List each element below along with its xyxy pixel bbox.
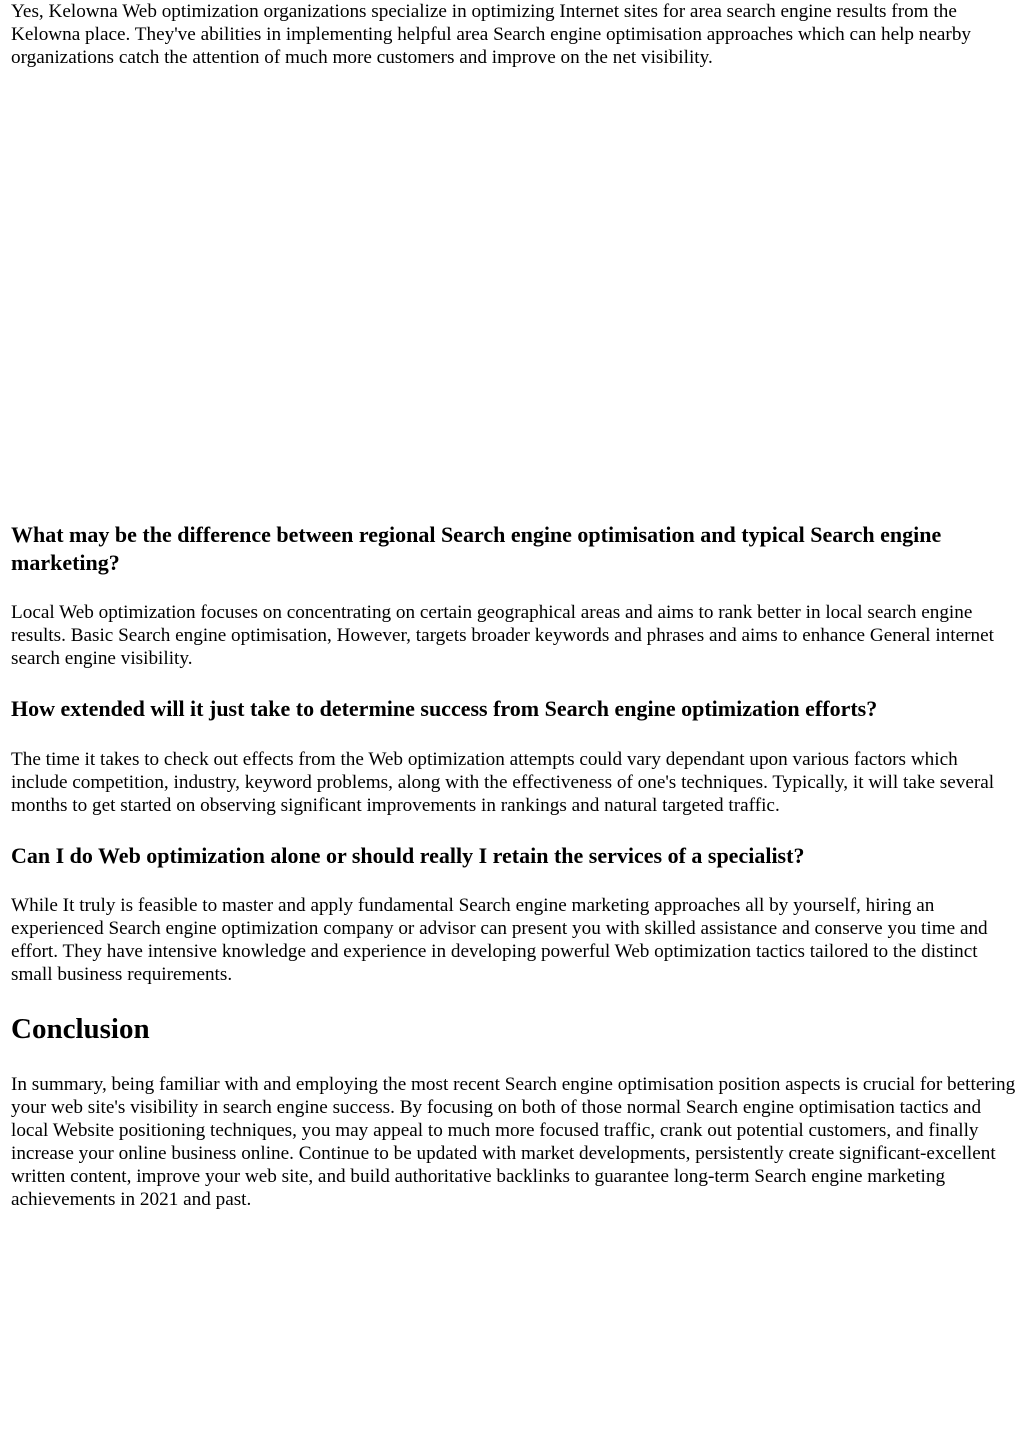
conclusion-paragraph: In summary, being familiar with and employing the most recent Search engine optimisation position aspects is crucial for bettering your web site's visibility in search engine success. By focusing on both of those normal Search engine optimisation tactics and local Website positioning techniques, you may appeal to much more focused traffic, crank out potential customers, and finally increase your online business online. Continue to be updated with market developments, persistently create significant-excellent written content, improve your web site, and build authoritative backlinks to guarantee long-term Search engine marketing achievements in 2021 and past. [11, 1074, 1016, 1210]
faq-answer-time-to-results: The time it takes to check out effects from the Web optimization attempts could vary dependant upon various factors which include competition, industry, keyword problems, along with the effectiveness of one's techniques. Typically, it will take several months to get started on observing significant improvements in rankings and natural targeted traffic. [11, 749, 995, 816]
faq-answer-regional-vs-typical: Local Web optimization focuses on concentrating on certain geographical areas and aims to rank better in local search engine results. Basic Search engine optimisation, However, targets broader keywords and phrases and aims to enhance General internet search engine visibility. [11, 602, 994, 669]
faq-answer-diy-or-specialist: While It truly is feasible to master and apply fundamental Search engine marketing approaches all by yourself, hiring an experienced Search engine optimization company or advisor can present you with skilled assistance and conserve you time and effort. They have intensive knowledge and experience in developing powerful Web optimization tactics tailored to the distinct small business requirements. [11, 895, 988, 985]
faq-question-time-to-results: How extended will it just take to determine success from Search engine optimization efforts? [11, 696, 878, 721]
conclusion-heading: Conclusion [11, 1013, 150, 1045]
blank-embed-area [11, 80, 1011, 510]
faq-question-regional-vs-typical: What may be the difference between regional Search engine optimisation and typical Search engine marketing? [11, 522, 942, 575]
intro-paragraph: Yes, Kelowna Web optimization organizations specialize in optimizing Internet sites for area search engine results from the Kelowna place. They've abilities in implementing helpful area Search engine optimisation approaches which can help nearby organizations catch the attention of much more customers and improve on the net visibility. [11, 1, 972, 68]
faq-question-diy-or-specialist: Can I do Web optimization alone or should really I retain the services of a specialist? [11, 843, 805, 868]
